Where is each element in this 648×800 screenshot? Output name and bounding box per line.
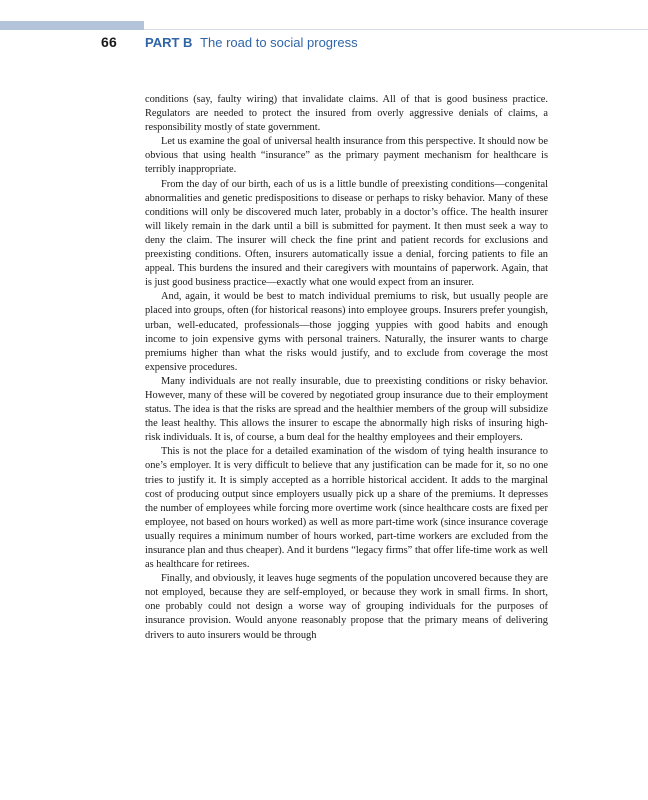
header-accent-bar <box>0 21 144 30</box>
header-rule <box>144 29 648 30</box>
running-head <box>145 35 358 50</box>
paragraph: Let us examine the goal of universal health insurance from this perspective. It should now be obvious that using health “insurance” as the primary payment mechanism for healthcare is terribly inappropriate. <box>145 136 548 176</box>
paragraph: Finally, and obviously, it leaves huge segments of the population uncovered because they are not employed, because they are self-employed, or because they work in small firms. In short, one probably could not design a worse way of grouping individuals for the purposes of insurance provision. Would anyone reasonably propose that the primary means of delivering drivers to auto insurers would be through <box>145 573 548 641</box>
body-text <box>145 93 548 643</box>
paragraph: From the day of our birth, each of us is a little bundle of preexisting conditions—congenital abnormalities and genetic predispositions to disease or perhaps to risky behavior. Many of these conditions will only be discovered much later, probably in a doctor’s office. The health insurer will likely remain in the dark until a bill is submitted for payment. It then must seek a way to deny the claim. The insurer will check the fine print and patient records for exclusions and preexisting conditions. Often, insurers automatically issue a denial, forcing patients to file an appeal. This burdens the insured and their caregivers with mountains of paperwork. Again, that is just good business practice—exactly what one would expect from an insurer. <box>145 178 548 289</box>
paragraph: This is not the place for a detailed examination of the wisdom of tying health insurance to one’s employer. It is very difficult to believe that any justification can be made for it, so no one tries to justify it. It is simply accepted as a horrible historical accident. It adds to the marginal cost of producing output since employers usually pick up a share of the premiums. It depresses the number of employees while forcing more overtime work (since healthcare costs are fixed per employee, not based on hours worked) as well as more part-time work (since insurance coverage usually requires a minimum number of hours worked, part-time workers are excluded from the insurance plan and thus cheaper). And it burdens “legacy firms” that offer life-time work as well as healthcare for retirees. <box>145 446 548 571</box>
paragraph: And, again, it would be best to match individual premiums to risk, but usually people are placed into groups, often (for historical reasons) into employee groups. Insurers prefer youngish, urban, well-educated, professionals—those jogging yuppies with good habits and enough income to join expensive gyms with personal trainers. Naturally, the insurer wants to charge premiums higher than what the risks would justify, and to exclude from coverage the most expensive procedures. <box>145 291 548 373</box>
page-number: 66 <box>101 34 117 50</box>
paragraph: Many individuals are not really insurable, due to preexisting conditions or risky behavior. However, many of these will be covered by negotiated group insurance due to their employment status. The idea is that the risks are spread and the healthier members of the group will subsidize the least healthy. This allows the insurer to escape the abnormally high risks of insuring high-risk individuals. It is, of course, a bum deal for the healthy employees and their employers. <box>145 375 548 444</box>
part-label: PART B <box>145 35 193 50</box>
part-title: The road to social progress <box>200 35 358 50</box>
paragraph: conditions (say, faulty wiring) that invalidate claims. All of that is good business practice. Regulators are needed to protect the insured from overly aggressive denials of claims, a responsibility mostly of state government. <box>145 94 548 134</box>
